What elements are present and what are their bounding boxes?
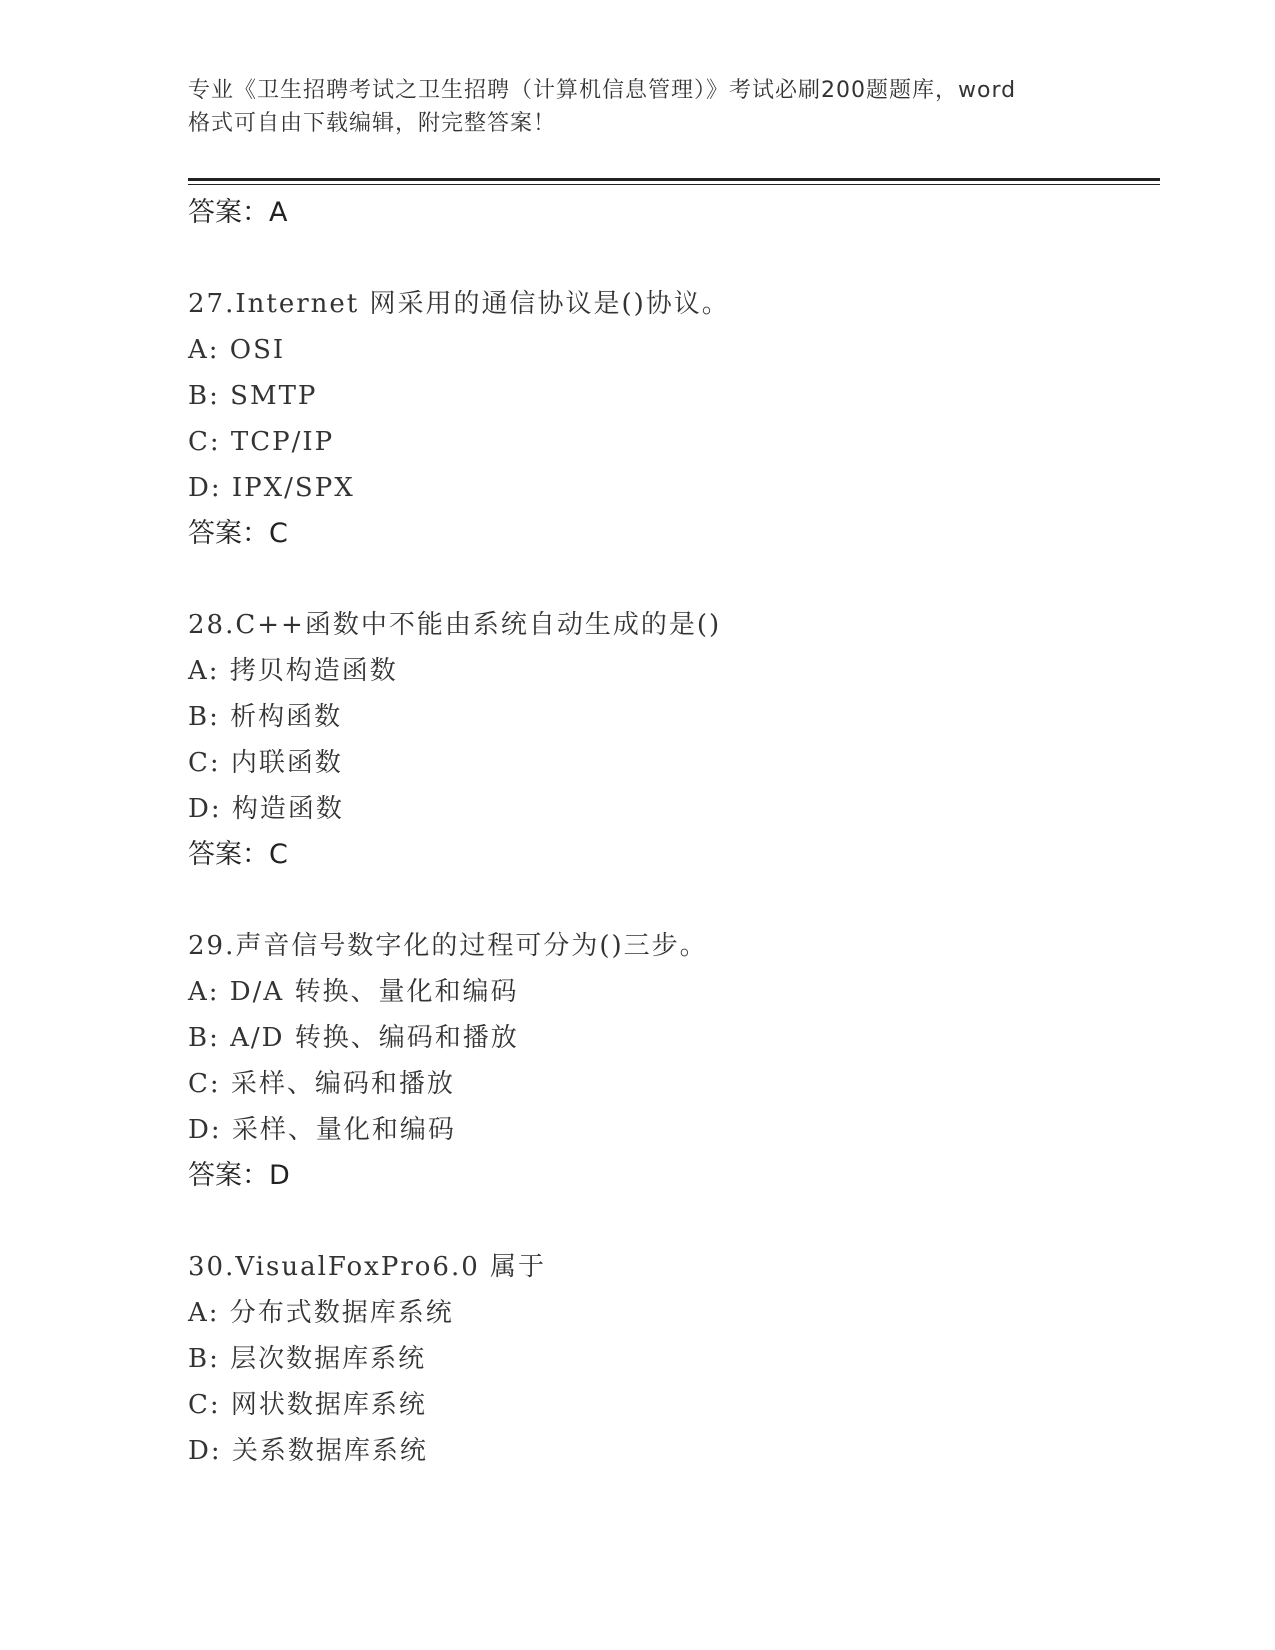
header-divider-thick (188, 178, 1160, 181)
answer-line: 答案：A (188, 197, 288, 228)
option-c: C: TCP/IP (188, 427, 335, 457)
option-a: A: 拷贝构造函数 (188, 656, 398, 686)
answer-line: 答案：D (188, 1160, 290, 1191)
option-b: B: SMTP (188, 381, 318, 411)
option-a: A: OSI (188, 335, 286, 365)
question-block-29 (188, 923, 1160, 1198)
answer-line: 答案：C (188, 518, 288, 549)
header-line-1: 专业《卫生招聘考试之卫生招聘（计算机信息管理）》考试必刷200题题库，word (188, 78, 1017, 103)
question-block-28 (188, 602, 1160, 877)
question-text: 30.VisualFoxPro6.0 属于 (188, 1252, 547, 1282)
option-c: C: 内联函数 (188, 748, 343, 778)
option-a: A: 分布式数据库系统 (188, 1298, 454, 1328)
document-header (188, 74, 1088, 140)
option-b: B: A/D 转换、编码和播放 (188, 1023, 519, 1053)
question-block-30 (188, 1244, 1160, 1474)
question-text: 28.C++函数中不能由系统自动生成的是() (188, 610, 722, 640)
option-d: D: IPX/SPX (188, 473, 355, 503)
answer-line: 答案：C (188, 839, 288, 870)
header-divider-thin (188, 184, 1160, 185)
question-text: 27.Internet 网采用的通信协议是()协议。 (188, 289, 730, 319)
option-c: C: 采样、编码和播放 (188, 1069, 455, 1099)
option-b: B: 层次数据库系统 (188, 1344, 427, 1374)
option-c: C: 网状数据库系统 (188, 1390, 427, 1420)
option-d: D: 采样、量化和编码 (188, 1115, 456, 1145)
question-text: 29.声音信号数字化的过程可分为()三步。 (188, 931, 708, 961)
option-d: D: 构造函数 (188, 794, 344, 824)
question-list (188, 190, 1160, 1474)
option-b: B: 析构函数 (188, 702, 343, 732)
header-line-2: 格式可自由下载编辑，附完整答案！ (188, 111, 557, 136)
option-d: D: 关系数据库系统 (188, 1436, 428, 1466)
option-a: A: D/A 转换、量化和编码 (188, 977, 519, 1007)
question-block-27 (188, 281, 1160, 556)
